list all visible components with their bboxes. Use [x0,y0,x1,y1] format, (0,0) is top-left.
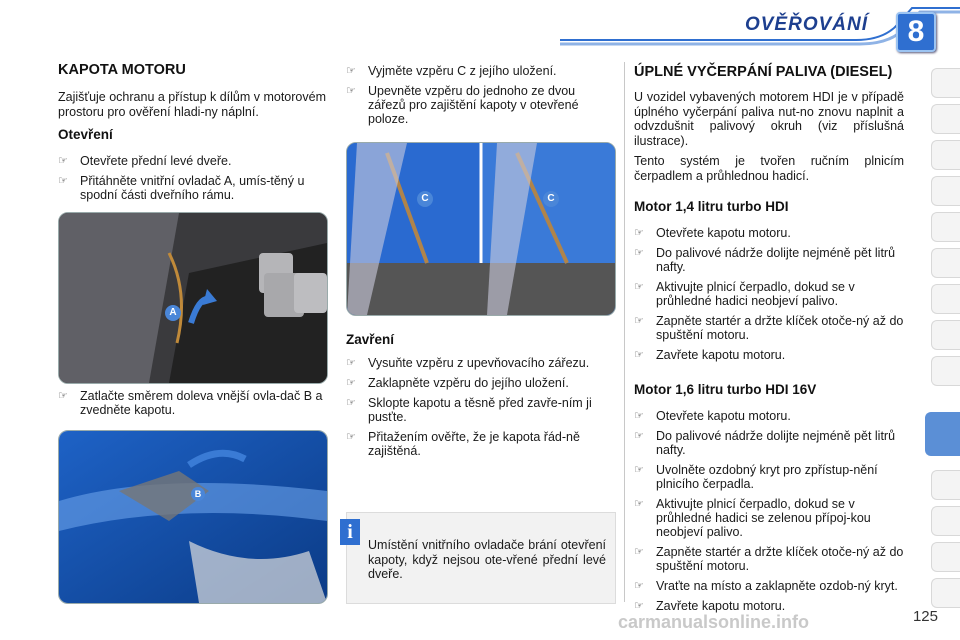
list-item: ☞ Zavřete kapotu motoru. [634,348,904,362]
list-item: ☞ Aktivujte plnicí čerpadlo, dokud se v průhledné hadici se zelenou přípoj-kou neobjeví palivo. [634,497,904,539]
chapter-tab[interactable] [931,68,960,98]
info-text: Umístění vnitřního ovladače brání otevření kapoty, když nejsou ote-vřené přední levé dveře. [368,538,606,581]
callout-c-right: C [543,191,559,207]
chapter-tab-active[interactable] [925,412,960,456]
list-item: ☞ Zavřete kapotu motoru. [634,599,904,613]
list-item: ☞ Zatlačte směrem doleva vnější ovla-dač B a zvedněte kapotu. [58,389,326,417]
section-heading-fuel: ÚPLNÉ VYČERPÁNÍ PALIVA (DIESEL) [634,64,893,80]
list-item: ☞ Do palivové nádrže dolijte nejméně pět litrů nafty. [634,429,904,457]
list-item: ☞ Uvolněte ozdobný kryt pro zpřístup-nění plnicího čerpadla. [634,463,904,491]
chapter-tab[interactable] [931,578,960,608]
open-steps-list [58,154,326,202]
subheading-open: Otevření [58,127,113,142]
engine-1-6-title: Motor 1,6 litru turbo HDI 16V [634,382,817,397]
list-item: ☞ Vraťte na místo a zaklapněte ozdob-ný kryt. [634,579,904,593]
page-number: 125 [912,608,938,625]
watermark: carmanualsonline.info [618,612,810,632]
list-item: ☞ Zapněte startér a držte klíček otoče-ný až do spuštění motoru. [634,314,904,342]
engine-1-4-steps [634,226,904,362]
column-divider [624,62,625,602]
list-item: ☞ Sklopte kapotu a těsně před zavře-ním ji pusťte. [346,396,614,424]
left-column [58,62,326,208]
chapter-tab[interactable] [931,248,960,278]
chapter-tab[interactable] [931,320,960,350]
engine-1-6-steps [634,409,904,613]
open-steps-list-2 [58,389,326,423]
chapter-tab[interactable] [931,506,960,536]
fuel-intro-1: U vozidel vybavených motorem HDI je v případě úplného vyčerpání paliva nut-no znovu naplnit a odvzdušnit palivový okruh (viz příslušná ilustrace). [634,90,904,148]
callout-a: A [165,305,181,321]
chapter-tab[interactable] [931,176,960,206]
callout-c-left: C [417,191,433,207]
section-title: OVĚŘOVÁNÍ [744,14,868,35]
list-item: ☞ Otevřete kapotu motoru. [634,226,904,240]
chapter-number-badge: 8 [896,12,936,52]
chapter-tab[interactable] [931,104,960,134]
chapter-tab[interactable] [931,356,960,386]
list-item: ☞ Aktivujte plnicí čerpadlo, dokud se v průhledné hadici neobjeví palivo. [634,280,904,308]
chapter-tab[interactable] [931,470,960,500]
close-steps-list [346,356,614,464]
list-item: ☞ Zapněte startér a držte klíček otoče-ný až do spuštění motoru. [634,545,904,573]
right-column [634,62,904,619]
photo-interior-lever [58,212,328,384]
list-item: ☞ Přitažením ověřte, že je kapota řád-ně zajištěná. [346,430,614,458]
chapter-tab[interactable] [931,284,960,314]
engine-1-4-title: Motor 1,4 litru turbo HDI [634,199,789,214]
callout-b: B [191,487,205,501]
list-item: ☞ Zaklapněte vzpěru do jejího uložení. [346,376,614,390]
list-item: ☞ Otevřete přední levé dveře. [58,154,326,168]
list-item: ☞ Do palivové nádrže dolijte nejméně pět litrů nafty. [634,246,904,274]
section-heading: KAPOTA MOTORU [58,62,186,78]
list-item: ☞ Otevřete kapotu motoru. [634,409,904,423]
strut-steps-list [346,64,614,132]
photo-hood-latch [58,430,328,604]
list-item: ☞ Vyjměte vzpěru C z jejího uložení. [346,64,614,78]
list-item: ☞ Přitáhněte vnitřní ovladač A, umís-těný u spodní části dveřního rámu. [58,174,326,202]
list-item: ☞ Upevněte vzpěru do jednoho ze dvou zářezů pro zajištění kapoty v otevřené poloze. [346,84,614,126]
intro-paragraph: Zajišťuje ochranu a přístup k dílům v motorovém prostoru pro ověření hladi-ny náplní. [58,90,326,119]
info-icon: i [340,519,360,545]
list-item: ☞ Vysuňte vzpěru z upevňovacího zářezu. [346,356,614,370]
chapter-tab[interactable] [931,140,960,170]
photo-hood-strut [346,142,616,316]
chapter-tab[interactable] [931,212,960,242]
chapter-tab[interactable] [931,542,960,572]
subheading-close: Zavření [346,332,395,347]
fuel-intro-2: Tento systém je tvořen ručním plnicím čerpadlem a průhlednou hadicí. [634,154,904,183]
